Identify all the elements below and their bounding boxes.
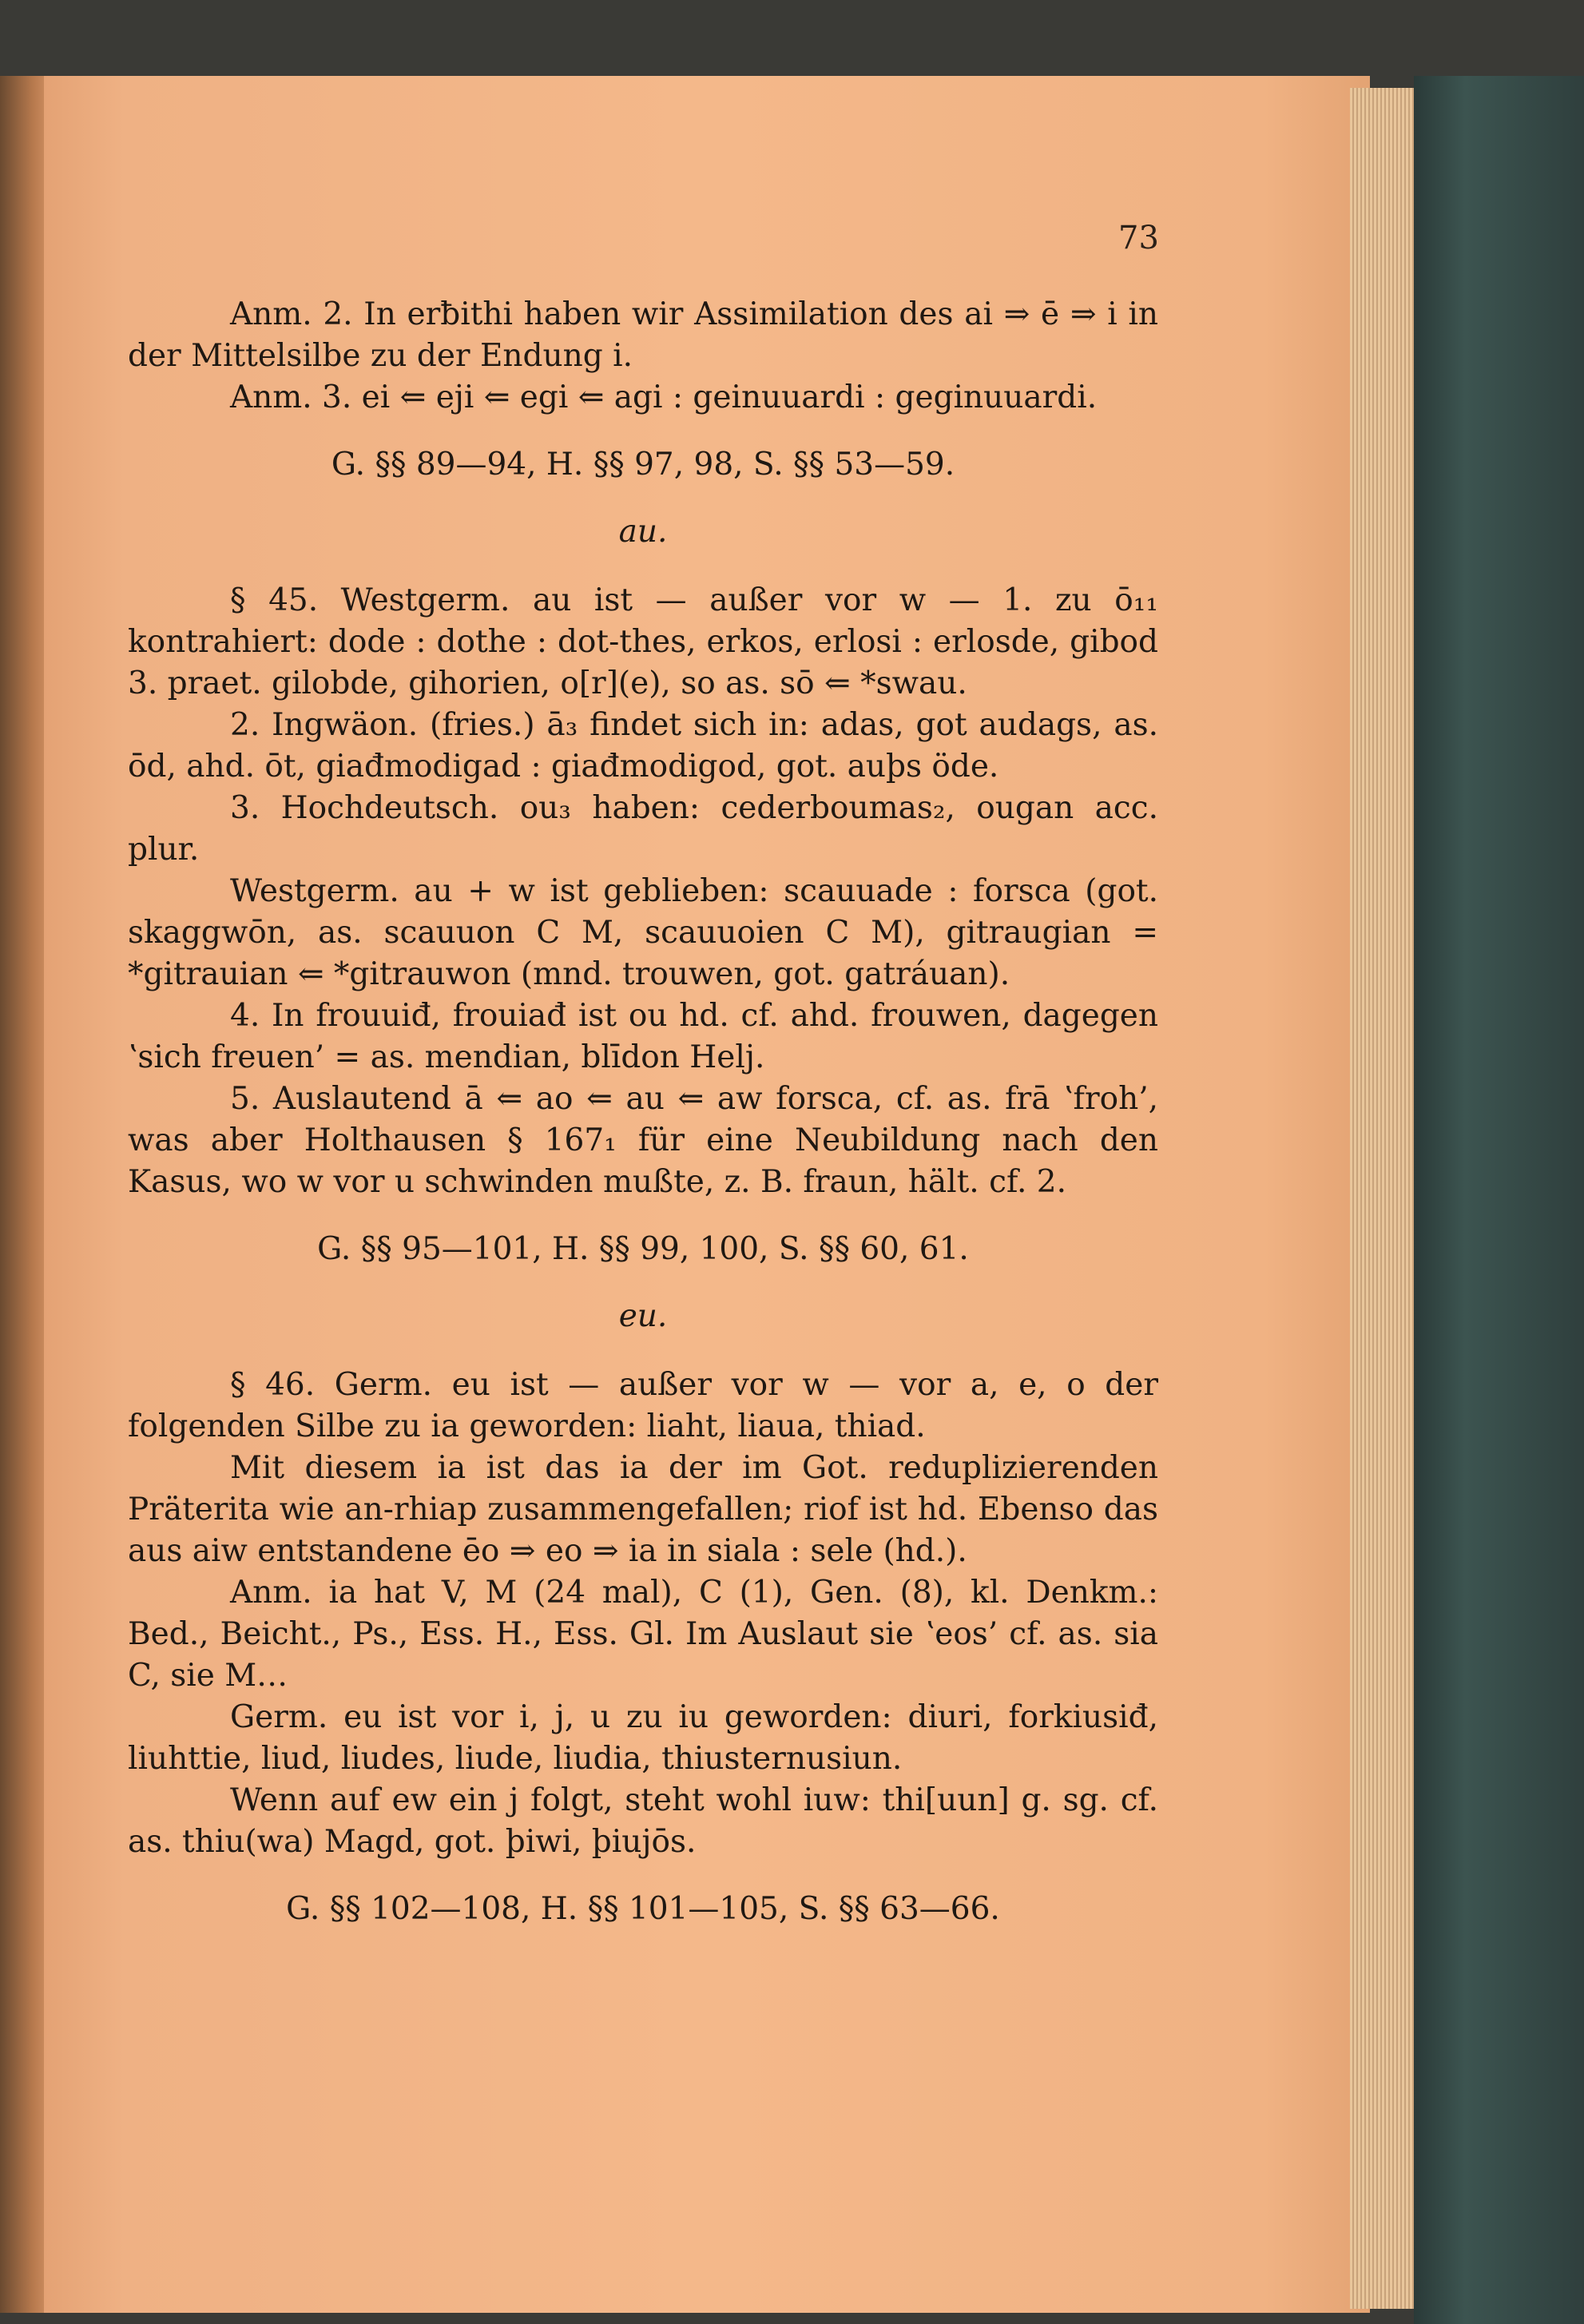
paragraph-45-4: 4. In frouuiđ, frouiađ ist ou hd. cf. ahd. frouwen, dagegen ʽsich freuen’ = as. mendian, blīdon Helj. bbox=[128, 998, 1158, 1075]
reference-line-2: G. §§ 95—101, H. §§ 99, 100, S. §§ 60, 61. bbox=[317, 1231, 969, 1267]
paragraph-anm-3: Anm. 3. ei ⇐ eji ⇐ egi ⇐ agi : geinuuardi : geginuuardi. bbox=[230, 379, 1098, 415]
page-number: 73 bbox=[1118, 220, 1159, 256]
paragraph-46-germ: Germ. eu ist vor i, j, u zu iu geworden: diuri, forkiusiđ, liuhttie, liud, liudes, liude, liudia, thiusternusiun. bbox=[128, 1699, 1158, 1777]
page-edges bbox=[1350, 88, 1422, 2309]
paragraph-46-mit-diesem: Mit diesem ia ist das ia der im Got. reduplizierenden Präterita wie an-rhiap zusammengefallen; riof ist hd. Ebenso das aus aiw entstandene ēo ⇒ eo ⇒ ia in siala : sele (hd.). bbox=[128, 1450, 1158, 1569]
section-heading-eu: eu. bbox=[618, 1298, 668, 1334]
paragraph-45-westgerm: Westgerm. au + w ist geblieben: scauuade : forsca (got. skaggwōn, as. scauuon C M, scauuoien C M), gitraugian = *gitrauian ⇐ *gitrauwon (mnd. trouwen, got. gatráuan). bbox=[128, 873, 1158, 992]
paragraph-46-wenn: Wenn auf ew ein j folgt, steht wohl iuw: thi[uun] g. sg. cf. as. thiu(wa) Magd, got. þiwi, þiujōs. bbox=[128, 1782, 1158, 1860]
section-heading-au: au. bbox=[618, 514, 668, 550]
paragraph-45-5: 5. Auslautend ā ⇐ ao ⇐ au ⇐ aw forsca, cf. as. frā ʽfroh’, was aber Holthausen § 167₁ für eine Neubildung nach den Kasus, wo w vor u schwinden mußte, z. B. fraun, hält. cf. 2. bbox=[128, 1081, 1158, 1200]
paragraph-46: § 46. Germ. eu ist — außer vor w — vor a, e, o der folgenden Silbe zu ia geworden: liaht, liaua, thiad. bbox=[128, 1367, 1158, 1444]
paragraph-anm-2: Anm. 2. In erƀithi haben wir Assimilation des ai ⇒ ē ⇒ i in der Mittelsilbe zu der Endung i. bbox=[128, 296, 1158, 374]
reference-line-1: G. §§ 89—94, H. §§ 97, 98, S. §§ 53—59. bbox=[331, 447, 955, 483]
paragraph-45-3: 3. Hochdeutsch. ou₃ haben: cederboumas₂, ougan acc. plur. bbox=[128, 790, 1158, 868]
paragraph-45-2: 2. Ingwäon. (fries.) ā₃ findet sich in: adas, got audags, as. ōd, ahd. ōt, giađmodigad : giađmodigod, got. auþs öde. bbox=[128, 707, 1158, 785]
paragraph-46-anm: Anm. ia hat V, M (24 mal), C (1), Gen. (8), kl. Denkm.: Bed., Beicht., Ps., Ess. H., Ess. Gl. Im Auslaut sie ʽeos’ cf. as. sia C, sie M… bbox=[128, 1575, 1158, 1694]
reference-line-3: G. §§ 102—108, H. §§ 101—105, S. §§ 63—66. bbox=[286, 1891, 1000, 1927]
text-block bbox=[128, 294, 1158, 1956]
book-cover-right bbox=[1414, 76, 1584, 2324]
paragraph-45: § 45. Westgerm. au ist — außer vor w — 1. zu ō₁₁ kontrahiert: dode : dothe : dot-thes, erkos, erlosi : erlosde, gibod 3. praet. gilobde, gihorien, o[r](e), so as. sō ⇐ *swau. bbox=[128, 582, 1158, 701]
